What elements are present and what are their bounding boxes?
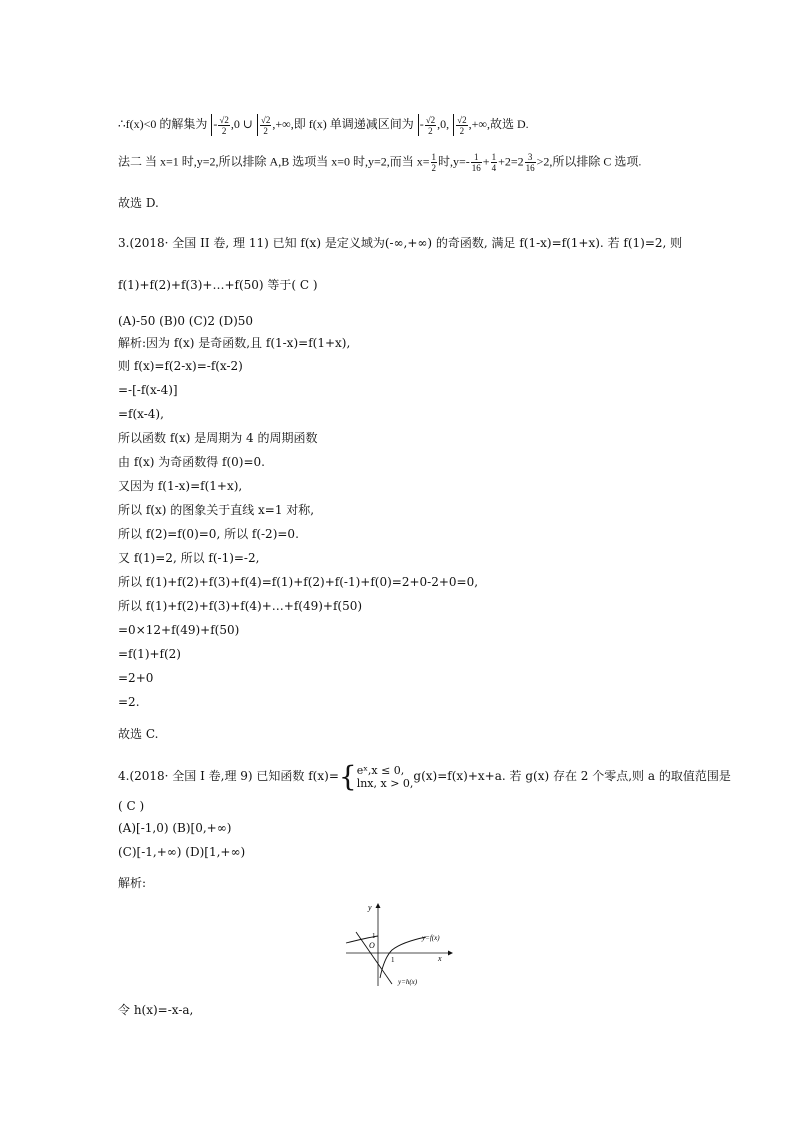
text-segment: +2=2: [498, 154, 524, 169]
question-3-stem: 3.(2018· 全国 II 卷, 理 11) 已知 f(x) 是定义域为(-∞,+∞) 的奇函数, 满足 f(1-x)=f(1+x). 若 f(1)=2, 则: [118, 236, 683, 250]
y-axis-label: y: [368, 903, 372, 912]
fraction: $\frac{√2}{2}$: [457, 114, 467, 136]
text-segment: 时,y=-: [438, 154, 470, 169]
y-axis-arrow: [376, 903, 381, 908]
solution-line-interval: [118, 114, 529, 136]
bracket-mark: [453, 114, 454, 136]
question-4-stem: [118, 759, 731, 793]
text-segment: -: [419, 116, 424, 131]
text-segment: g(x)=f(x)+x+a. 若 g(x) 存在 2 个零点,则 a 的取值范围是: [413, 769, 731, 783]
h-line-label: y=h(x): [398, 978, 418, 986]
text-segment: 法二 当 x=1 时,y=2,所以排除 A,B 选项当 x=0 时,y=2,而当 x=: [118, 154, 430, 169]
bracket-mark: [418, 114, 419, 136]
f-curve-label: y=f(x): [422, 934, 440, 942]
question-3-options: (A)-50 (B)0 (C)2 (D)50: [118, 314, 254, 328]
question-4-options-1: (A)[-1,0) (B)[0,+∞): [118, 821, 232, 835]
fraction: $\frac{√2}{2}$: [219, 114, 229, 136]
case-1: eˣ,x ≤ 0,: [356, 763, 405, 777]
solution-line: 所以 f(x) 的图象关于直线 x=1 对称,: [118, 503, 315, 517]
fraction: $\frac{√2}{2}$: [260, 114, 271, 136]
text-segment: ,+∞: [468, 116, 487, 131]
fraction: $\frac{√2}{2}$: [425, 114, 436, 136]
text-segment: ,故选 D.: [486, 116, 529, 131]
question-4-answer: ( C ): [118, 799, 145, 813]
solution-line: =f(1)+f(2): [118, 647, 181, 661]
fraction: $\frac{3}{16}$: [525, 152, 535, 173]
brace-symbol: {: [338, 759, 357, 793]
text-segment: ,: [446, 116, 450, 131]
case-2: lnx, x > 0,: [356, 776, 414, 790]
fraction: $\frac{1}{2}$: [431, 152, 437, 173]
ln-curve: [380, 937, 426, 978]
question-4-options-2: (C)[-1,+∞) (D)[1,+∞): [118, 845, 246, 859]
solution-line: 所以 f(2)=f(0)=0, 所以 f(-2)=0.: [118, 527, 299, 541]
solution-line: =-[-f(x-4)]: [118, 383, 178, 397]
solution-line: 又因为 f(1-x)=f(1+x),: [118, 479, 243, 493]
x-axis-arrow: [448, 951, 453, 956]
solution-line: 所以 f(1)+f(2)+f(3)+f(4)=f(1)+f(2)+f(-1)+f(0)=2+0-2+0=0,: [118, 575, 479, 589]
y-one-label: 1: [372, 932, 376, 940]
text-segment: 4.(2018· 全国 I 卷,理 9) 已知函数 f(x)=: [118, 769, 339, 783]
text-segment: ,0: [230, 116, 240, 131]
final-line: 令 h(x)=-x-a,: [118, 1003, 194, 1017]
text-segment: ,+∞: [272, 116, 291, 131]
conclusion-line: 故选 D.: [118, 196, 159, 210]
bracket-mark: [257, 114, 258, 136]
text-segment: +: [482, 154, 490, 169]
piecewise-cases: [357, 764, 414, 790]
solution-line: 又 f(1)=2, 所以 f(-1)=-2,: [118, 551, 260, 565]
x-one-label: 1: [391, 956, 395, 964]
question-3-stem-cont: f(1)+f(2)+f(3)+…+f(50) 等于( C ): [118, 278, 318, 292]
solution-line: =f(x-4),: [118, 407, 164, 421]
solution-line: 所以 f(1)+f(2)+f(3)+f(4)+…+f(49)+f(50): [118, 599, 363, 613]
solution-line: 所以函数 f(x) 是周期为 4 的周期函数: [118, 431, 318, 445]
fraction: $\frac{1}{4}$: [491, 152, 497, 173]
solution-line: =2.: [118, 695, 140, 709]
origin-label: O: [369, 941, 375, 950]
union-symbol: ∪: [242, 116, 253, 131]
solution-line: =0×12+f(49)+f(50): [118, 623, 240, 637]
solution-line: 解析:因为 f(x) 是奇函数,且 f(1-x)=f(1+x),: [118, 336, 351, 350]
text-segment: ∴f(x)<0 的解集为: [118, 116, 208, 131]
solution-line: 由 f(x) 为奇函数得 f(0)=0.: [118, 455, 265, 469]
text-segment: ,即 f(x) 单调递减区间为: [290, 116, 414, 131]
text-segment: ,0: [437, 116, 447, 131]
method-two-line: [118, 152, 641, 173]
text-segment: >2,所以排除 C 选项.: [536, 154, 642, 169]
fraction: $\frac{1}{16}$: [471, 152, 481, 173]
text-segment: -: [213, 116, 218, 131]
solution-line: 则 f(x)=f(2-x)=-f(x-2): [118, 359, 243, 373]
function-graph: [336, 900, 460, 990]
question-4-analysis: 解析:: [118, 876, 147, 890]
question-3-conclusion: 故选 C.: [118, 727, 159, 741]
solution-line: =2+0: [118, 671, 154, 685]
x-axis-label: x: [438, 954, 442, 963]
